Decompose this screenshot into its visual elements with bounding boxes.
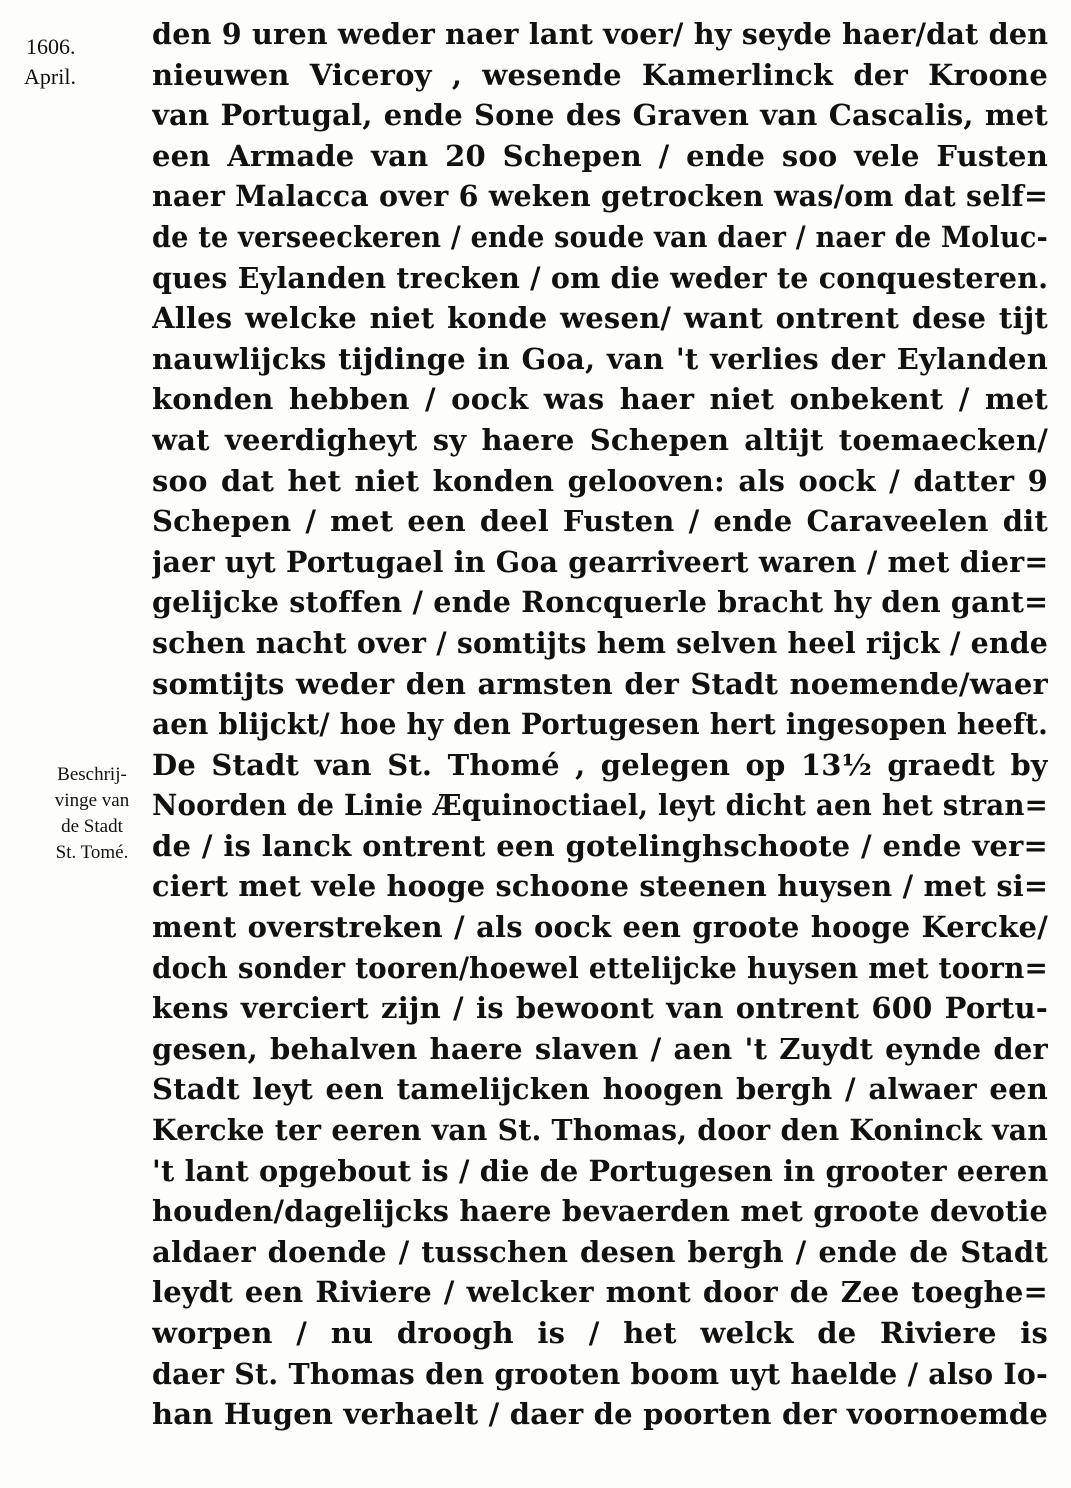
text-line: 't lant opgebout is / die de Portugesen in grooter eeren xyxy=(152,1153,1049,1188)
text-line: gelijcke stoffen / ende Roncquerle bracht hy den gant= xyxy=(152,585,1048,620)
text-line: somtijts weder den armsten der Stadt noemende/waer xyxy=(152,666,1048,701)
text-line: soo dat het niet konden gelooven: als oock / datter 9 xyxy=(152,463,1048,498)
text-line: kens verciert zijn / is bewoont van ontrent 600 Portu- xyxy=(152,991,1048,1026)
text-line: jaer uyt Portugael in Goa gearriveert waren / met dier= xyxy=(152,544,1049,579)
text-line: gesen, behalven haere slaven / aen 't Zuydt eynde der xyxy=(152,1031,1048,1066)
text-line: ques Eylanden trecken / om die weder te conquesteren. xyxy=(152,260,1049,295)
text-line: doch sonder tooren/hoewel ettelijcke huysen met toorn= xyxy=(152,950,1048,985)
text-line: worpen / nu droogh is / het welck de Riviere is xyxy=(152,1316,1048,1350)
margin-note xyxy=(32,762,152,866)
text-line: daer St. Thomas den grooten boom uyt haelde / also Io- xyxy=(152,1356,1048,1391)
margin-month: April. xyxy=(24,64,76,89)
text-line: den 9 uren weder naer lant voer/ hy seyde haer/dat den xyxy=(152,17,1049,51)
text-line: houden/dagelijcks haere bevaerden met groote devotie xyxy=(152,1194,1049,1229)
text-line: van Portugal, ende Sone des Graven van Cascalis, met xyxy=(152,98,1048,133)
text-line: Alles welcke niet konde wesen/ want ontrent dese tijt xyxy=(152,301,1048,336)
text-line: De Stadt van St. Thomé , gelegen op 13½ graedt by xyxy=(152,747,1048,782)
text-line: aen blijckt/ hoe hy den Portugesen hert ingesopen heeft. xyxy=(152,707,1049,742)
text-line: Kercke ter eeren van St. Thomas, door den Koninck van xyxy=(152,1113,1048,1148)
margin-note-line: de Stadt xyxy=(61,816,123,837)
text-line: schen nacht over / somtijts hem selven heel rijck / ende xyxy=(152,625,1048,660)
text-line: de / is lanck ontrent een gotelinghschoote / ende ver= xyxy=(152,828,1048,863)
text-line: een Armade van 20 Schepen / ende soo vele Fusten xyxy=(152,138,1048,173)
text-line: de te verseeckeren / ende soude van daer / naer de Moluc- xyxy=(152,219,1049,254)
body-text xyxy=(152,14,1048,1435)
text-line: Noorden de Linie Æquinoctiael, leyt dicht aen het stran= xyxy=(152,788,1049,823)
margin-note-line: vinge van xyxy=(54,790,130,811)
text-line: wat veerdigheyt sy haere Schepen altijt toemaecken/ xyxy=(152,422,1048,457)
text-line: naer Malacca over 6 weken getrocken was/om dat self= xyxy=(152,179,1049,214)
text-line: leydt een Riviere / welcker mont door de Zee toeghe= xyxy=(152,1275,1048,1310)
text-line: Stadt leyt een tamelijcken hoogen bergh / alwaer een xyxy=(152,1072,1048,1107)
text-line: Schepen / met een deel Fusten / ende Caraveelen dit xyxy=(152,504,1048,539)
text-line: ment overstreken / als oock een groote hooge Kercke/ xyxy=(152,910,1048,945)
text-line: han Hugen verhaelt / daer de poorten der voornoemde xyxy=(152,1397,1048,1432)
text-line: nauwlijcks tijdinge in Goa, van 't verlies der Eylanden xyxy=(152,341,1048,376)
text-line: ciert met vele hooge schoone steenen huysen / met si= xyxy=(152,869,1048,904)
margin-note-line: Beschrij- xyxy=(57,764,127,785)
margin-year: 1606. xyxy=(26,34,76,59)
text-line: aldaer doende / tusschen desen bergh / ende de Stadt xyxy=(152,1234,1048,1269)
margin-note-line: St. Tomé. xyxy=(55,842,129,863)
text-line: nieuwen Viceroy , wesende Kamerlinck der Kroone xyxy=(152,57,1048,92)
text-line: konden hebben / oock was haer niet onbekent / met xyxy=(152,382,1048,417)
